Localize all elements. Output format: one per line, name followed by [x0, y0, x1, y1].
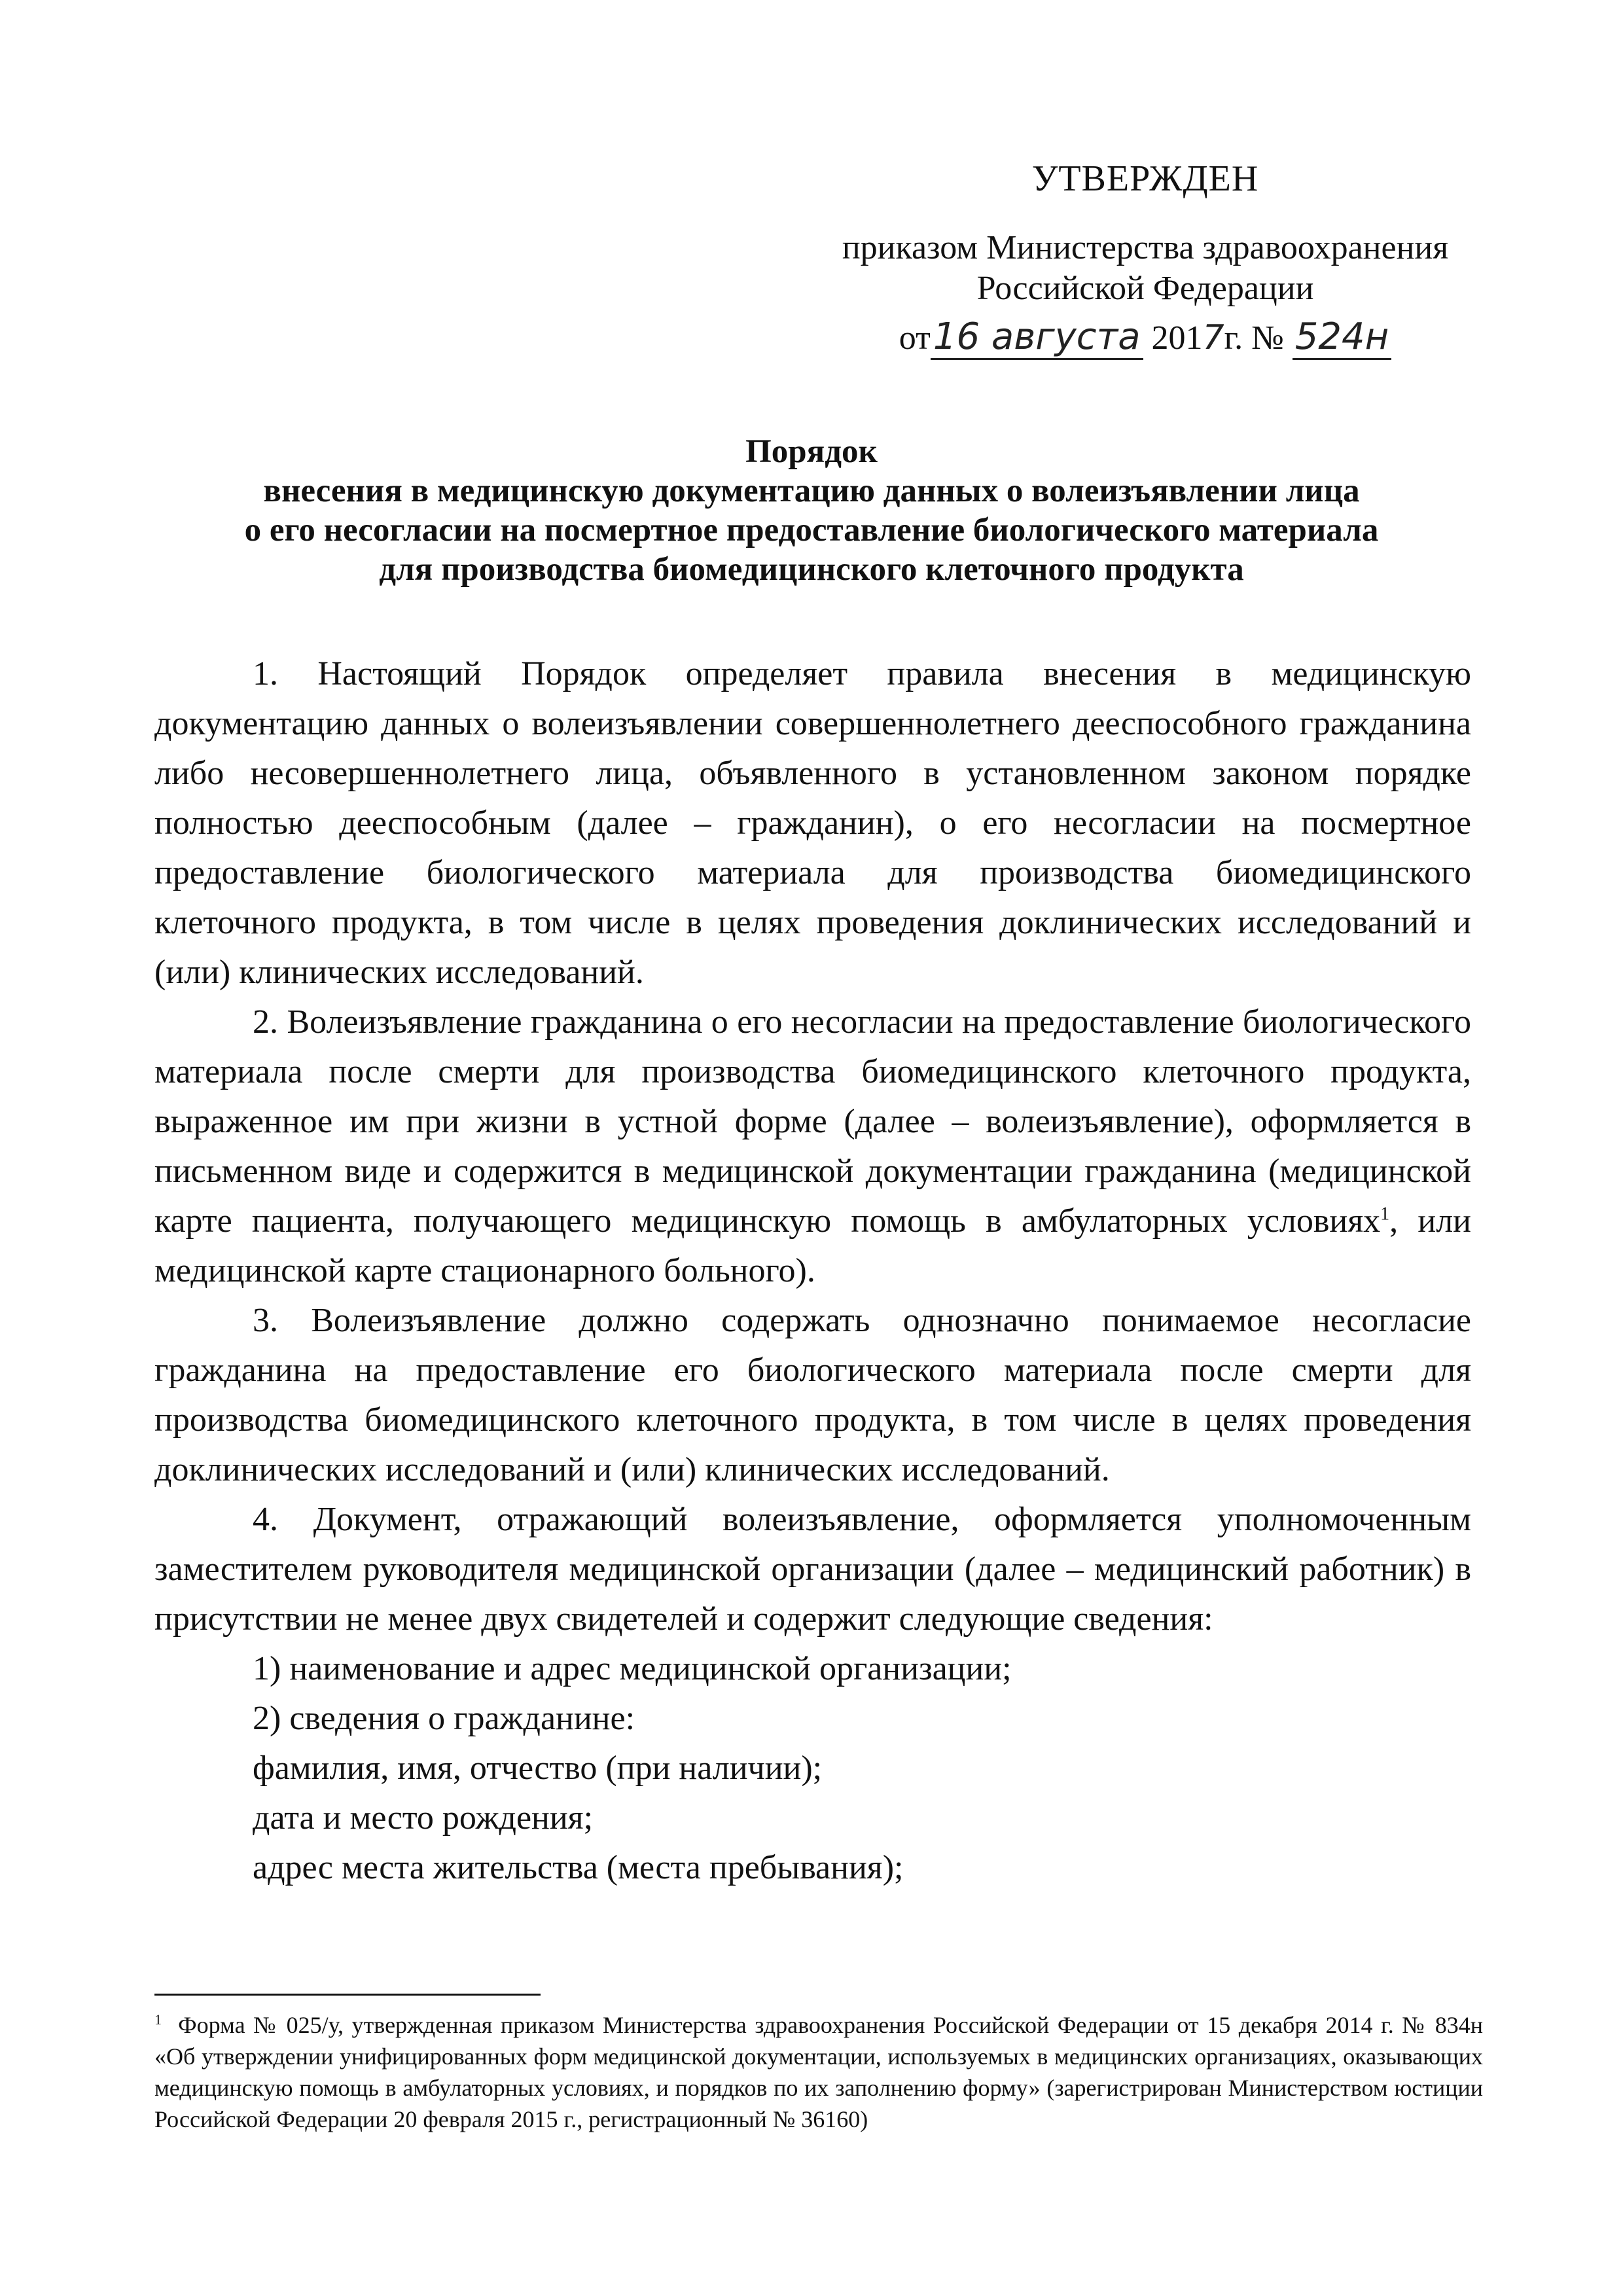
paragraph-2 [154, 997, 1471, 1296]
order-date-line [759, 309, 1531, 367]
paragraph-1: 1. Настоящий Порядок определяет правила внесения в медицинскую документацию данных о волеизъявлении совершеннолетнего дееспособного гражданина либо несовершеннолетнего лица, объявленного в установленном законом порядке полностью дееспособным (далее – гражданин), о его несогласии на посмертное предоставление биологического материала для производства биомедицинского клеточного продукта, в том числе в целях проведения доклинических исследований и (или) клинических исследований. [154, 655, 1471, 991]
document-title [118, 432, 1505, 589]
paragraph-3: 3. Волеизъявление должно содержать однозначно понимаемое несогласие гражданина на предоставление его биологического материала после смерти для производства биомедицинского клеточного продукта, в том числе в целях проведения доклинических исследований и (или) клинических исследований. [154, 1302, 1471, 1488]
list-item: 2) сведения о гражданине: [253, 1700, 635, 1737]
year-prefix: 201 [1151, 319, 1203, 357]
federation-line: Российской Федерации [976, 270, 1314, 307]
handwritten-year: 7 [1202, 318, 1224, 357]
list-item: 1) наименование и адрес медицинской организации; [253, 1650, 1012, 1687]
title-line-1: Порядок [745, 433, 878, 470]
title-line-4: для производства биомедицинского клеточного продукта [379, 551, 1244, 588]
paragraph-2-text: 2. Волеизъявление гражданина о его несогласии на предоставление биологического материала после смерти для производства биомедицинского клеточного продукта, выраженное им при жизни в устной форме (далее – волеизъявление), оформляется в письменном виде и содержится в медицинской документации гражданина (медицинской карте пациента, получающего медицинскую помощь в амбулаторных условиях [154, 1003, 1471, 1240]
list-subitem: фамилия, имя, отчество (при наличии); [253, 1749, 823, 1787]
list-subitem: дата и место рождения; [253, 1799, 594, 1837]
footnote-reference: 1 [1380, 1204, 1390, 1225]
footnote [154, 2009, 1483, 2135]
footnote-text: Форма № 025/у, утвержденная приказом Министерства здравоохранения Российской Федерации от 15 декабря 2014 г. № 834н «Об утверждении унифицированных форм медицинской документации, используемых в медицинских организациях, оказывающих медицинскую помощь в амбулаторных условиях, и порядков по их заполнению форму» (зарегистрирован Министерством юстиции Российской Федерации 20 февраля 2015 г., регистрационный № 36160) [154, 2012, 1484, 2132]
paragraph-2-tail: , или медицинской карте стационарного больного). [154, 1202, 1471, 1289]
handwritten-date: 16 августа [931, 315, 1143, 360]
title-line-3: о его несогласии на посмертное предоставление биологического материала [244, 512, 1379, 548]
handwritten-order-number: 524н [1293, 315, 1392, 360]
title-line-2: внесения в медицинскую документацию данных о волеизъявлении лица [263, 473, 1360, 509]
year-suffix: г. № [1224, 319, 1284, 357]
paragraph-4: 4. Документ, отражающий волеизъявление, оформляется уполномоченным заместителем руководителя медицинской организации (далее – медицинский работник) в присутствии не менее двух свидетелей и содержит следующие сведения: [154, 1501, 1471, 1638]
ministry-line: приказом Министерства здравоохранения [842, 229, 1449, 266]
list-subitem: адрес места жительства (места пребывания); [253, 1849, 904, 1886]
document-body [154, 649, 1471, 1893]
date-prefix: от [899, 319, 931, 357]
approved-heading: УТВЕРЖДЕН [1031, 158, 1259, 199]
footnote-marker: 1 [154, 2011, 162, 2028]
approval-stamp [759, 156, 1531, 367]
footnote-divider [154, 1994, 541, 1996]
